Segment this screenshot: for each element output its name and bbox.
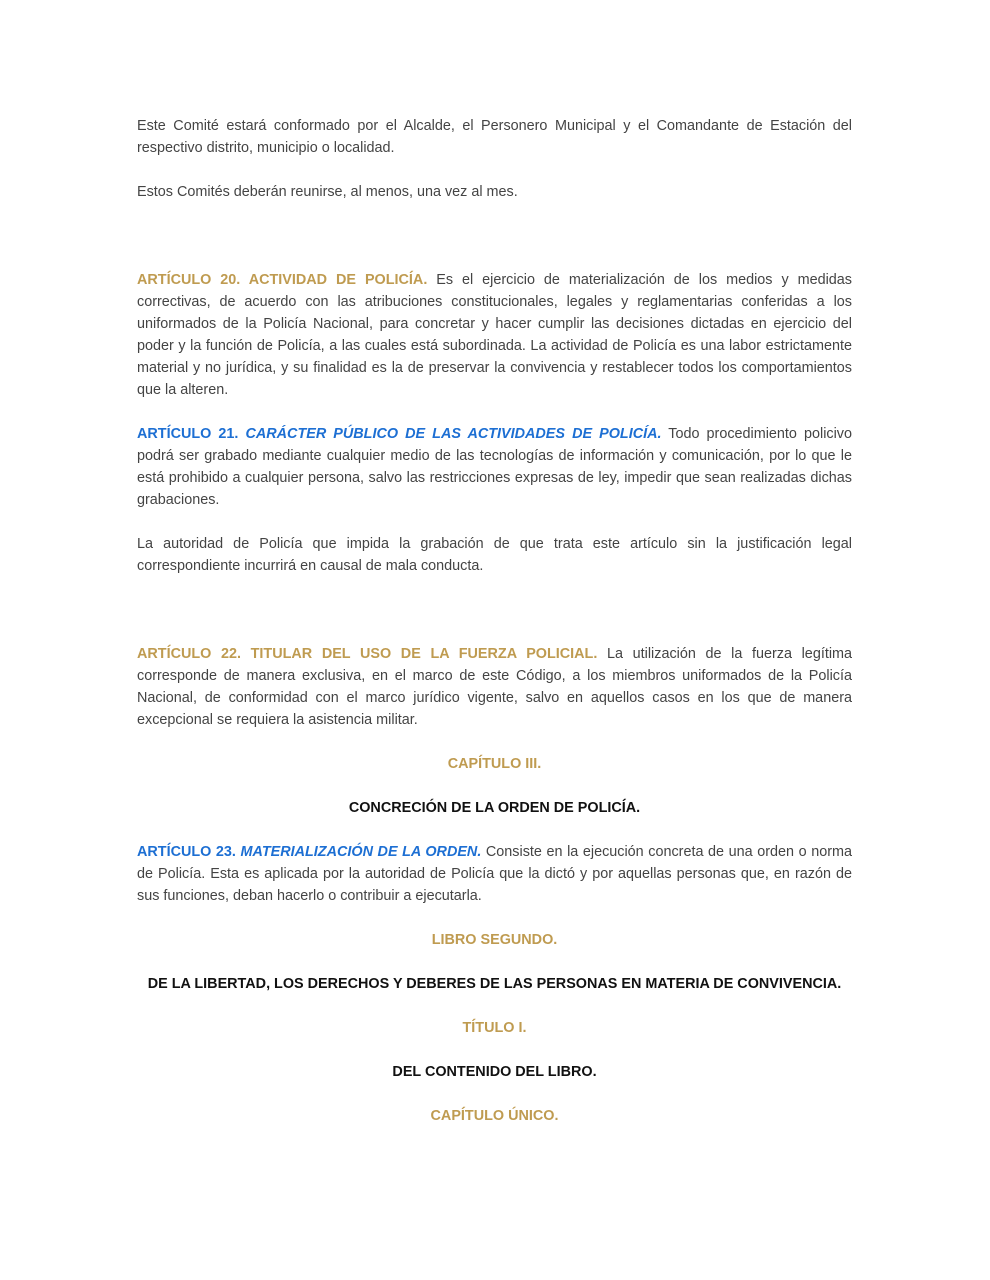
document-page (137, 115, 852, 1127)
paragraph-comite-reunion: Estos Comités deberán reunirse, al menos, una vez al mes. (137, 184, 518, 200)
article-22-label: ARTÍCULO 22. TITULAR DEL USO DE LA FUERZA POLICIAL. (137, 646, 598, 662)
article-20-label: ARTÍCULO 20. ACTIVIDAD DE POLICÍA. (137, 272, 428, 288)
article-21-title: CARÁCTER PÚBLICO DE LAS ACTIVIDADES DE POLICÍA. (245, 426, 662, 442)
article-23-label: ARTÍCULO 23. (137, 844, 236, 860)
article-21 (137, 423, 852, 511)
paragraph-comite-conformacion: Este Comité estará conformado por el Alcalde, el Personero Municipal y el Comandante de Estación del respectivo distrito, municipio o localidad. (137, 118, 852, 156)
title-1-subtitle: DEL CONTENIDO DEL LIBRO. (392, 1064, 597, 1080)
article-22 (137, 643, 852, 731)
chapter-3-subtitle: CONCRECIÓN DE LA ORDEN DE POLICÍA. (348, 800, 641, 816)
article-20-text: Es el ejercicio de materialización de los medios y medidas correctivas, de acuerdo con las atribuciones constitucionales, legales y reglamentarias conferidas a los uniformados de la Policía Nacional, para concretar y hacer cumplir las decisiones dictadas en ejercicio del poder y la función de Policía, a las cuales está subordinada. La actividad de Policía es una labor estrictamente material y no jurídica, y su finalidad es la de preservar la convivencia y restablecer todos los comportamientos que la alteren. (137, 272, 852, 398)
article-22-text: La utilización de la fuerza legítima corresponde de manera exclusiva, en el marco de este Código, a los miembros uniformados de la Policía Nacional, de conformidad con el marco jurídico vigente, salvo en aquellos casos en los que de manera excepcional se requiera la asistencia militar. (137, 646, 853, 728)
article-23 (137, 841, 852, 907)
title-1-heading: TÍTULO I. (462, 1020, 527, 1036)
article-21-label: ARTÍCULO 21. (137, 426, 239, 442)
article-21-text: Todo procedimiento policivo podrá ser grabado mediante cualquier medio de las tecnologías de información y comunicación, por lo que le está prohibido a cualquier persona, salvo las restricciones expresas de ley, impedir que sean realizadas dichas grabaciones. (137, 426, 852, 508)
single-chapter-heading: CAPÍTULO ÚNICO. (430, 1108, 559, 1124)
book-2-heading: LIBRO SEGUNDO. (431, 932, 558, 948)
article-23-title: MATERIALIZACIÓN DE LA ORDEN. (240, 844, 482, 860)
article-20 (137, 269, 852, 401)
article-23-text: Consiste en la ejecución concreta de una orden o norma de Policía. Esta es aplicada por la autoridad de Policía que la dictó y por aquellas personas que, en razón de sus funciones, deban hacerlo o contribuir a ejecutarla. (137, 844, 852, 904)
chapter-3-heading: CAPÍTULO III. (447, 756, 542, 772)
book-2-subtitle: DE LA LIBERTAD, LOS DERECHOS Y DEBERES DE LAS PERSONAS EN MATERIA DE CONVIVENCIA. (147, 976, 842, 992)
article-21-paragraph-2: La autoridad de Policía que impida la grabación de que trata este artículo sin la justificación legal correspondiente incurrirá en causal de mala conducta. (137, 536, 852, 574)
